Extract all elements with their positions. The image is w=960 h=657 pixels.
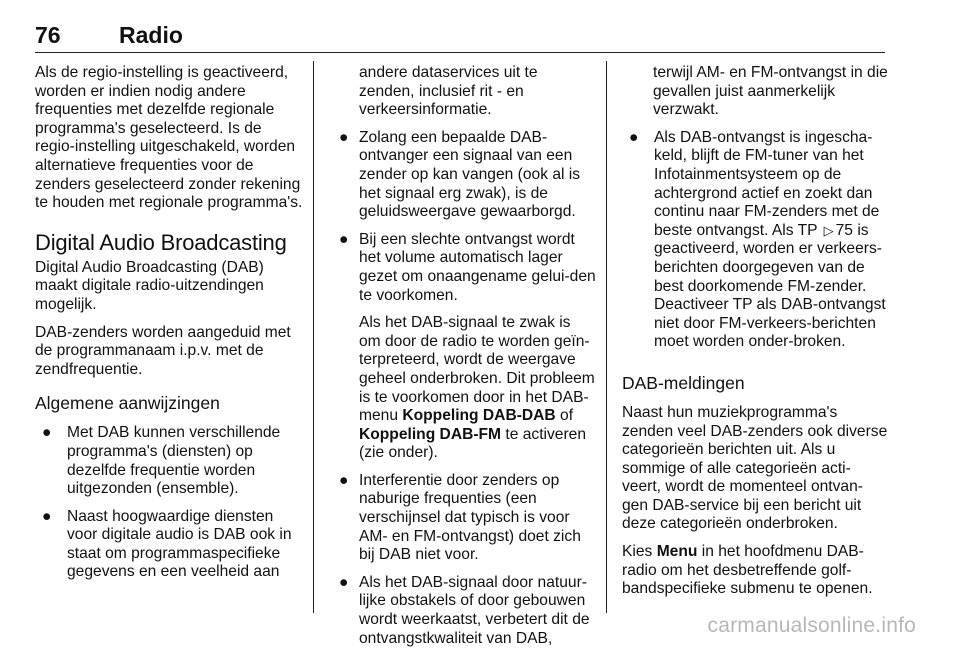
header-rule [35, 52, 885, 53]
column-2 [332, 64, 596, 657]
list-item [35, 424, 303, 498]
list-item-text: Interferentie door zenders op naburige frequenties (een verschijnsel dat typisch is voor AM- en FM-ontvangst) doet zich bij DAB niet voor. [359, 471, 581, 564]
intro-paragraph: Als de regio-instelling is geactiveerd, worden er indien nodig andere frequenties met dezelfde regionale programma's geselecteerd. Is de regio-instelling uitgeschakeld, worden alternatieve frequenties voor de zenders geselecteerd zonder rekening te houden met regionale programma's. [35, 64, 303, 212]
menu-option-dab-fm: Koppeling DAB-FM [359, 425, 502, 443]
messages-paragraph-1: Naast hun muziekprogramma's zenden veel DAB-zenders ook diverse categorieën berichten uit. Als u sommige of alle categorieën acti-veert, wordt de momenteel ontvan-gen DAB-service bij een bericht uit deze categorieën onderbroken. [622, 403, 888, 533]
page-header [35, 22, 885, 52]
bullet-icon: ● [339, 128, 349, 146]
bullet-list [332, 129, 596, 648]
bullet-icon: ● [42, 424, 52, 442]
list-item [332, 574, 596, 648]
continued-text: andere dataservices uit te zenden, inclusief rit - en verkeersinformatie. [359, 64, 538, 119]
list-item-text-cont: is geactiveerd, worden er verkeers-berichten doorgegeven van de best doorkomende FM-zender. Deactiveer TP als DAB-ontvangst niet door FM-verkeers-berichten moet worden onder-broken. [654, 221, 886, 351]
triangle-right-icon: ▷ [823, 222, 834, 238]
column-1 [35, 64, 303, 591]
bullet-icon: ● [629, 128, 639, 146]
dab-paragraph-2: DAB-zenders worden aangeduid met de programmanaam i.p.v. met de zendfrequentie. [35, 323, 291, 378]
page-reference: 75 [835, 221, 853, 239]
page-number: 76 [35, 22, 61, 48]
text-span: of [560, 407, 574, 425]
list-item-text: Als het DAB-signaal door natuur-lijke obstakels of door gebouwen wordt weerkaatst, verbetert dit de ontvangstkwaliteit van DAB, [359, 573, 590, 647]
dab-paragraph-1: Digital Audio Broadcasting (DAB) maakt digitale radio-uitzendingen mogelijk. [35, 258, 264, 313]
list-item-text: Bij een slechte ontvangst wordt het volume automatisch lager gezet om onaangename gelui-den te voorkomen. [359, 230, 596, 304]
list-item [35, 508, 303, 582]
menu-option-dab-dab: Koppeling DAB-DAB [402, 407, 556, 425]
bullet-icon: ● [42, 507, 52, 525]
bullet-icon: ● [339, 573, 349, 591]
list-item-text: Als DAB-ontvangst is ingescha-keld, blijft de FM-tuner van het Infotainmentsysteem op de achtergrond actief en zoekt dan continu naar FM-zenders met de beste ontvangst. Als TP [654, 128, 880, 239]
subsection-heading: Algemene aanwijzingen [35, 393, 220, 414]
list-item [332, 472, 596, 565]
list-item [332, 129, 596, 222]
watermark: carmanualsonline.info [707, 614, 916, 637]
list-item-text: Met DAB kunnen verschillende programma's (diensten) op dezelfde frequentie worden uitgezonden (ensemble). [67, 424, 281, 498]
text-span: Als het DAB-signaal te zwak is om door de radio te worden geïn-terpreteerd, wordt de weergave geheel onderbroken. Dit probleem is te voorkomen door in het DAB-menu [359, 314, 595, 425]
section-heading: Digital Audio Broadcasting [35, 229, 287, 255]
list-item [622, 129, 888, 352]
subsection-heading: DAB-meldingen [622, 372, 745, 393]
list-item [332, 231, 596, 463]
text-span: te activeren (zie onder). [359, 425, 587, 462]
list-item-text: Zolang een bepaalde DAB-ontvanger een signaal van een zender op kan vangen (ook al is het signaal erg zwak), is de geluidsweergave gewaarborgd. [359, 128, 581, 221]
menu-label: Menu [656, 543, 698, 561]
column-divider-1 [313, 61, 314, 613]
messages-paragraph-2 [622, 543, 888, 599]
bullet-list [622, 129, 888, 352]
continued-text: terwijl AM- en FM-ontvangst in die gevallen juist aanmerkelijk verzwakt. [653, 64, 888, 119]
list-item-paragraph [359, 314, 596, 463]
column-3 [622, 64, 888, 608]
bullet-icon: ● [339, 230, 349, 248]
chapter-title: Radio [119, 22, 183, 48]
list-item-text: Naast hoogwaardige diensten voor digitale audio is DAB ook in staat om programmaspecifieke gegevens en een veelheid aan [67, 507, 292, 581]
column-divider-2 [606, 61, 607, 613]
text-span: in het hoofdmenu DAB-radio om het desbetreffende golf-bandspecifieke submenu te openen. [622, 543, 873, 598]
bullet-list [35, 424, 303, 582]
text-span: Kies [622, 543, 653, 561]
bullet-icon: ● [339, 471, 349, 489]
